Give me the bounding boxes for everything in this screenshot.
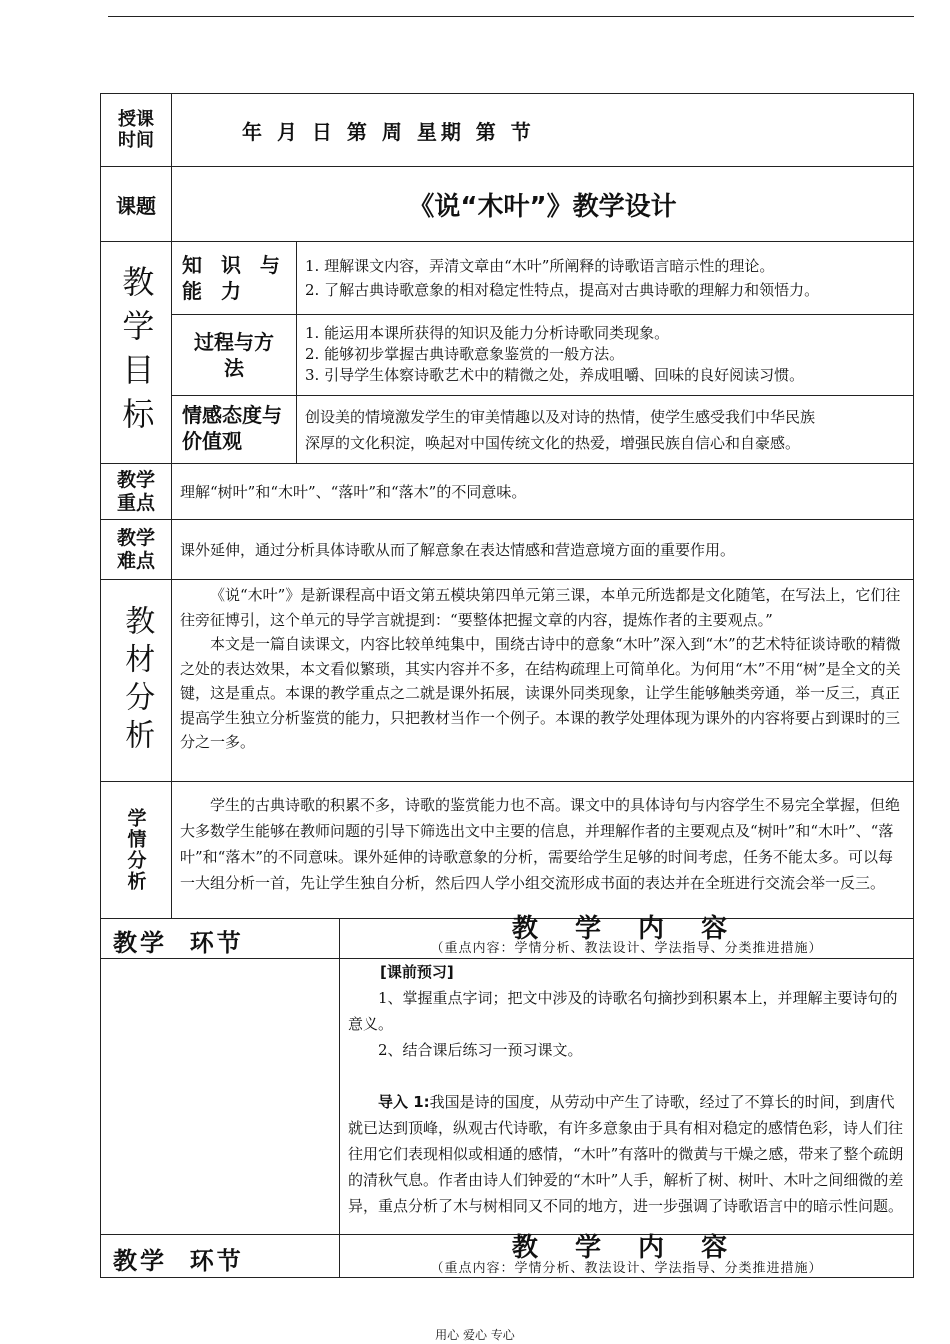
key-points-label: 教学 重点 — [100, 463, 172, 520]
emotion-line-2: 深厚的文化积淀，唤起对中国传统文化的热爱，增强民族自信心和自豪感。 — [305, 434, 801, 452]
section1-right — [339, 914, 914, 959]
material-text — [171, 579, 914, 782]
students-paragraph: 学生的古典诗歌的积累不多，诗歌的鉴赏能力也不高。课文中的具体诗句与内容学生不易完全掌握，但绝大多数学生能够在教师问题的引导下筛选出文中主要的信息，并理解作者的主要观点及“树叶”和“木叶”、“落叶”和“落木”的不同意味。课外延伸的诗歌意象的分析，需要给学生足够的时间考虑，任务不能太多。可以每一大组分析一首，先让学生独自分析，然后四人学小组交流形成书面的表达并在全班进行交流会举一反三。 — [180, 796, 901, 892]
content-right-cell — [339, 958, 914, 1235]
emotion-label: 情感态度与价值观 — [171, 395, 297, 464]
process-content — [296, 314, 914, 396]
section2-right — [339, 1234, 914, 1278]
preview-item-1: 1、掌握重点字词；把文中涉及的诗歌名句摘抄到积累本上，并理解主要诗句的意义。 — [348, 989, 898, 1033]
preview-heading: [课前预习] — [380, 963, 454, 981]
time-label: 授课 时间 — [100, 93, 172, 167]
objectives-label: 教学目标 — [100, 241, 172, 464]
section1-left-title: 教学 环节 — [100, 918, 340, 959]
section2-right-subtitle: （重点内容：学情分析、教法设计、学法指导、分类推进措施） — [430, 1261, 823, 1276]
preview-item-2: 2、结合课后练习一预习课文。 — [378, 1041, 583, 1059]
students-text — [171, 781, 914, 919]
intro-paragraph — [348, 1089, 905, 1219]
intro-text: 我国是诗的国度，从劳动中产生了诗歌，经过了不算长的时间，到唐代就已达到顶峰，纵观古代诗歌，有许多意象由于具有相对稳定的感情色彩，诗人们往往用它们表现相似或相通的感情，“木叶”有落叶的微黄与干燥之感，带来了整个疏朗的清秋气息。作者由诗人们钟爱的“木叶”人手，解析了树、树叶、木叶之间细微的差异，重点分析了木与树相同又不同的地方，进一步强调了诗歌语言中的暗示性问题。 — [348, 1093, 904, 1215]
intro-label: 导入 1: — [378, 1093, 430, 1111]
knowledge-label: 知 识 与 能 力 — [171, 241, 297, 315]
emotion-content — [296, 395, 914, 464]
process-line-2: 2. 能够初步掌握古典诗歌意象鉴赏的一般方法。 — [305, 345, 625, 363]
material-paragraph-1: 《说“木叶”》是新课程高中语文第五模块第四单元第三课，本单元所选都是文化随笔，在写法上，它们往往旁征博引，这个单元的导学言就提到：“要整体把握文章的内容，提炼作者的主要观点。” — [180, 586, 901, 629]
header-rule — [108, 16, 914, 17]
section1-right-title: 教 学 内 容 — [511, 914, 742, 944]
difficulties-text: 课外延伸，通过分析具体诗歌从而了解意象在表达情感和营造意境方面的重要作用。 — [171, 519, 914, 580]
knowledge-line-2: 2. 了解古典诗歌意象的相对稳定性特点，提高对古典诗歌的理解力和领悟力。 — [305, 281, 820, 299]
key-points-text: 理解“树叶”和“木叶”、“落叶”和“落木”的不同意味。 — [171, 463, 914, 520]
section2-left-title: 教学 环节 — [100, 1234, 340, 1278]
topic-label: 课题 — [100, 166, 172, 242]
page-footer: 用心 爱心 专心 — [435, 1328, 515, 1342]
section1-right-subtitle: （重点内容：学情分析、教法设计、学法指导、分类推进措施） — [430, 941, 823, 956]
material-label: 教材分析 — [100, 579, 172, 782]
knowledge-content — [296, 241, 914, 315]
students-label: 学情分析 — [100, 781, 172, 919]
process-line-3: 3. 引导学生体察诗歌艺术中的精微之处，养成咀嚼、回味的良好阅读习惯。 — [305, 366, 805, 384]
process-line-1: 1. 能运用本课所获得的知识及能力分析诗歌同类现象。 — [305, 324, 670, 342]
section2-right-title: 教 学 内 容 — [511, 1233, 742, 1263]
knowledge-line-1: 1. 理解课文内容，弄清文章由“木叶”所阐释的诗歌语言暗示性的理论。 — [305, 257, 775, 275]
material-paragraph-2: 本文是一篇自读课文，内容比较单纯集中，围绕古诗中的意象“木叶”深入到“木”的艺术特征谈诗歌的精微之处的表达效果，本文看似繁琐，其实内容并不多，在结构疏理上可简单化。为何用“木”不用“树”是全文的关键，这是重点。本课的教学重点之二就是课外拓展，读课外同类现象，让学生能够触类旁通，举一反三，真正提高学生独立分析鉴赏的能力，只把教材当作一个例子。本课的教学处理体现为课外的内容将要占到课时的三分之一多。 — [180, 635, 901, 751]
time-value: 年 月 日 第 周 星期 第 节 — [171, 93, 914, 167]
content-left-cell — [100, 958, 340, 1235]
emotion-line-1: 创设美的情境激发学生的审美情趣以及对诗的热情，使学生感受我们中华民族 — [305, 408, 816, 426]
difficulties-label: 教学 难点 — [100, 519, 172, 580]
page-title: 《说“木叶”》教学设计 — [171, 166, 914, 242]
process-label: 过程与方法 — [171, 314, 297, 396]
